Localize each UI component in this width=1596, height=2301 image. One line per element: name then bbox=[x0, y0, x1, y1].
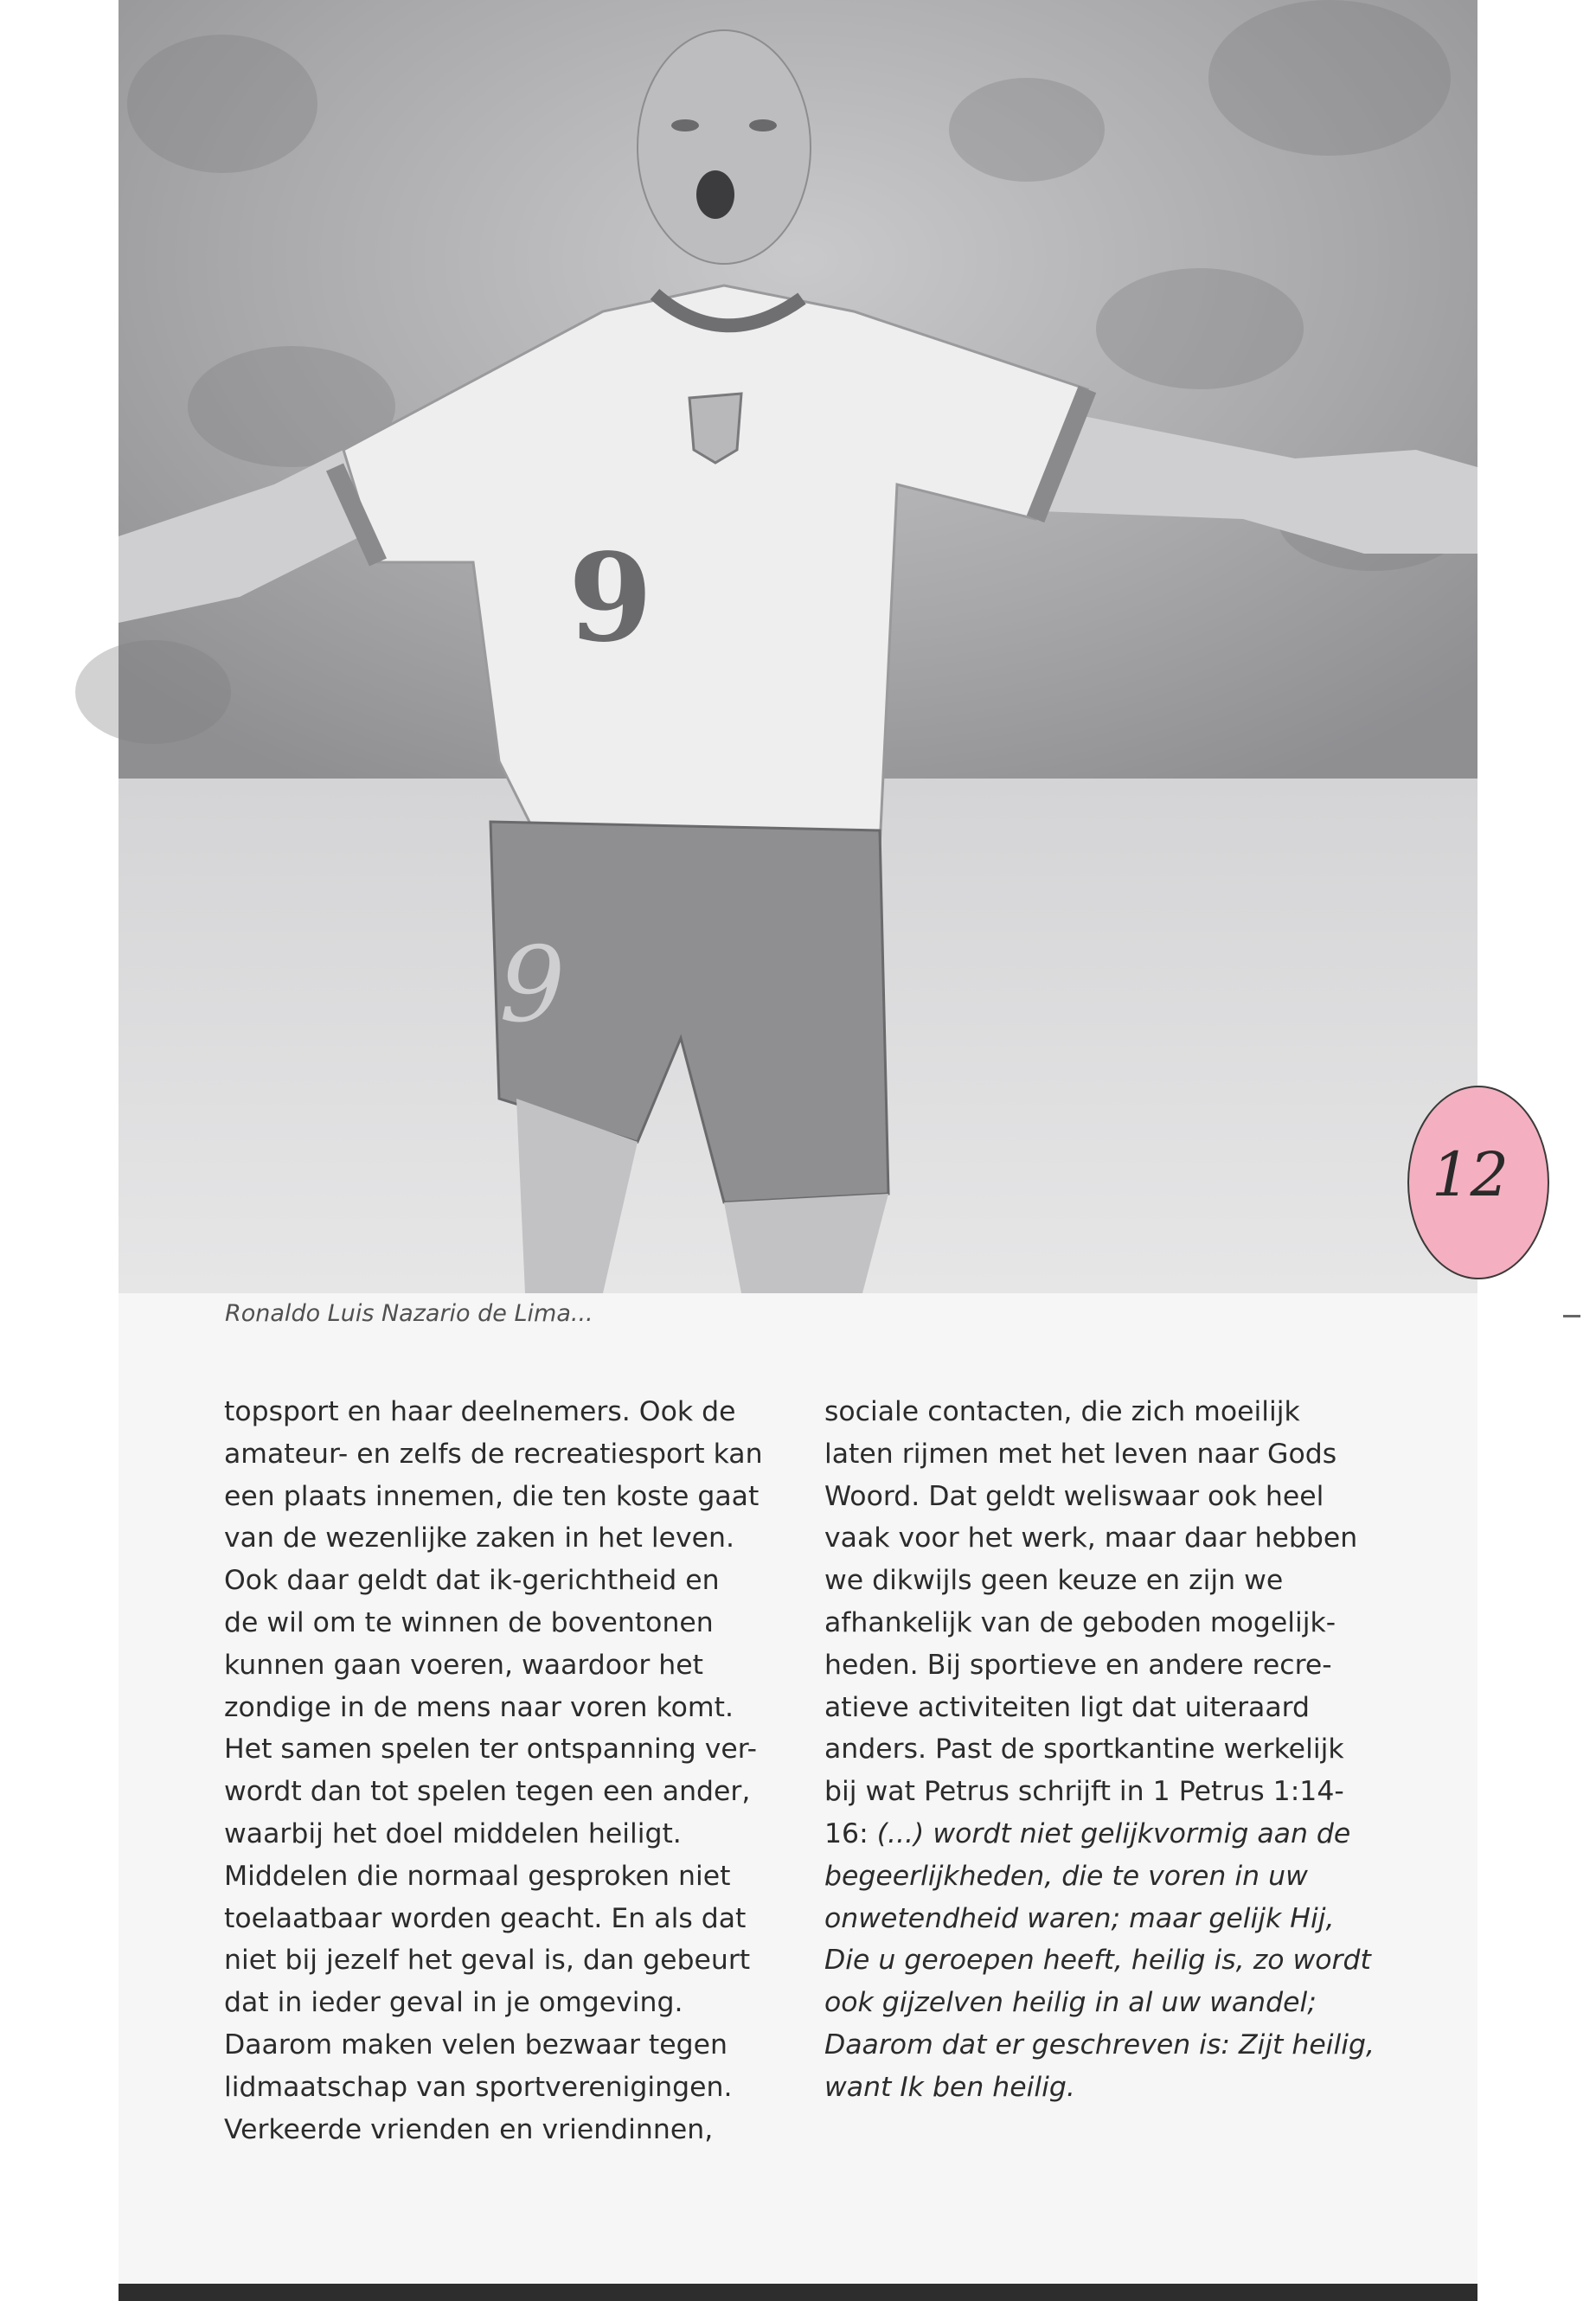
page-number: 12 bbox=[1432, 1139, 1509, 1210]
text-line: Het samen spelen ter ontspanning ver- bbox=[224, 1734, 758, 1766]
text-line: van de wezenlijke zaken in het leven. bbox=[224, 1522, 734, 1554]
margin-mark bbox=[1563, 1315, 1580, 1317]
text-column-right bbox=[824, 1391, 1375, 2109]
player-photo bbox=[119, 0, 1477, 1293]
photo-caption: Ronaldo Luis Nazario de Lima... bbox=[225, 1300, 593, 1327]
text-line: atieve activiteiten ligt dat uiteraard bbox=[824, 1691, 1311, 1723]
text-line: begeerlijkheden, die te voren in uw bbox=[824, 1860, 1308, 1892]
text-line: sociale contacten, die zich moeilijk bbox=[824, 1396, 1300, 1427]
text-line: vaak voor het werk, maar daar hebben bbox=[824, 1522, 1358, 1554]
text-line: anders. Past de sportkantine werkelijk bbox=[824, 1734, 1344, 1766]
text-line: ook gijzelven heilig in al uw wandel; bbox=[824, 1987, 1317, 2019]
text-line: Woord. Dat geldt weliswaar ook heel bbox=[824, 1480, 1324, 1512]
text-line: onwetendheid waren; maar gelijk Hij, bbox=[824, 1902, 1335, 1934]
text-line: kunnen gaan voeren, waardoor het bbox=[224, 1649, 703, 1681]
jersey-number: 9 bbox=[568, 528, 653, 670]
text-line: afhankelijk van de geboden mogelijk- bbox=[824, 1606, 1336, 1638]
text-line: niet bij jezelf het geval is, dan gebeurt bbox=[224, 1945, 751, 1977]
text-line: een plaats innemen, die ten koste gaat bbox=[224, 1480, 760, 1512]
text-line-plain: 16: bbox=[824, 1817, 877, 1849]
text-line: topsport en haar deelnemers. Ook de bbox=[224, 1396, 736, 1427]
text-line: we dikwijls geen keuze en zijn we bbox=[824, 1565, 1284, 1597]
text-column-left bbox=[224, 1391, 763, 2150]
text-line: toelaatbaar worden geacht. En als dat bbox=[224, 1902, 747, 1934]
text-line: wordt dan tot spelen tegen een ander, bbox=[224, 1776, 751, 1808]
text-line-emphasis: (...) wordt niet gelijkvormig aan de bbox=[876, 1817, 1351, 1849]
text-line: Middelen die normaal gesproken niet bbox=[224, 1860, 731, 1892]
text-line: heden. Bij sportieve en andere recre- bbox=[824, 1649, 1332, 1681]
shorts-number: 9 bbox=[499, 926, 566, 1046]
text-line: de wil om te winnen de boventonen bbox=[224, 1606, 714, 1638]
text-line: Daarom maken velen bezwaar tegen bbox=[224, 2029, 727, 2061]
text-line: lidmaatschap van sportverenigingen. bbox=[224, 2071, 733, 2103]
text-line: zondige in de mens naar voren komt. bbox=[224, 1691, 734, 1723]
text-line: dat in ieder geval in je omgeving. bbox=[224, 1987, 683, 2019]
text-line: Die u geroepen heeft, heilig is, zo wordt bbox=[824, 1945, 1371, 1977]
text-line: amateur- en zelfs de recreatiesport kan bbox=[224, 1438, 763, 1470]
text-line: bij wat Petrus schrijft in 1 Petrus 1:14- bbox=[824, 1776, 1344, 1808]
photo-illustration bbox=[119, 0, 1477, 1293]
text-line: laten rijmen met het leven naar Gods bbox=[824, 1438, 1337, 1470]
text-line: Verkeerde vrienden en vriendinnen, bbox=[224, 2113, 714, 2145]
text-line: Ook daar geldt dat ik-gerichtheid en bbox=[224, 1565, 720, 1597]
book-page bbox=[119, 0, 1509, 2284]
bottom-edge bbox=[119, 2284, 1477, 2301]
text-line: waarbij het doel middelen heiligt. bbox=[224, 1817, 682, 1849]
text-line bbox=[824, 1813, 1375, 1856]
text-line: want Ik ben heilig. bbox=[824, 2071, 1075, 2103]
text-line: Daarom dat er geschreven is: Zijt heilig, bbox=[824, 2029, 1375, 2061]
